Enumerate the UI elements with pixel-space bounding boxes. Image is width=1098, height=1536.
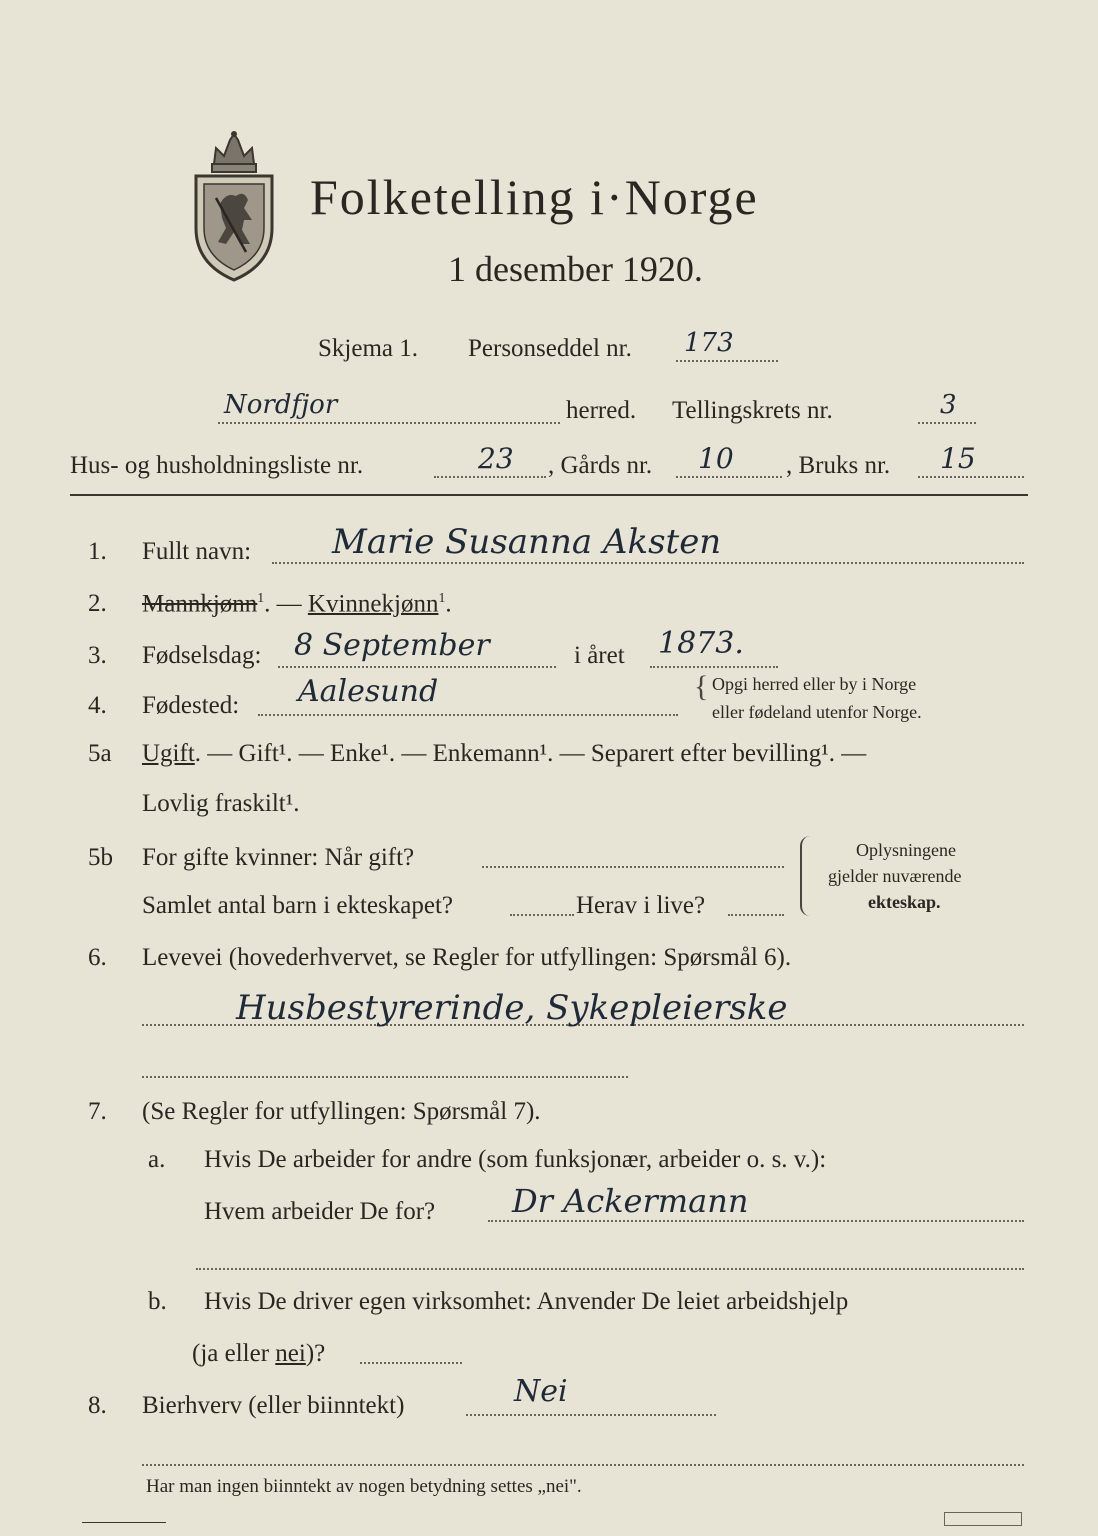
q8-value: Nei [514,1374,568,1409]
gards-line [676,476,782,478]
q7a-line2: Hvem arbeider De for? [204,1198,436,1225]
q8-number: 8. [88,1392,107,1419]
q4-brace: { [694,670,709,703]
q5b-gift-line [482,866,784,868]
q1-line [272,562,1024,564]
q2-kvinne-sup: 1 [438,590,446,605]
q7b-letter: b. [148,1288,167,1315]
q1-value: Marie Susanna Aksten [332,522,722,562]
herred-label: herred. [566,397,637,424]
personseddel-label: Personseddel nr. [468,335,632,362]
q2-mann-sup: 1 [257,590,265,605]
hus-label: Hus- og husholdningsliste nr. [70,452,364,479]
q2-mann: Mannkjønn [142,590,258,618]
q5b-note1: Oplysningene [856,840,956,860]
q5a-line2: Lovlig fraskilt¹. [142,790,300,817]
personseddel-value: 173 [684,328,734,358]
q7a-line-extra [196,1268,1024,1270]
q4-note-line1: Opgi herred eller by i Norge [712,674,917,694]
gards-value: 10 [698,442,734,475]
q5a-ugift: Ugift [142,740,195,767]
tellingskrets-label: Tellingskrets nr. [672,397,833,424]
q5a-number: 5a [88,740,112,767]
q5b-line2b: Herav i live? [576,892,706,919]
q8-label: Bierhverv (eller biinntekt) [142,1392,405,1419]
footer-note: Har man ingen biinntekt av nogen betydning settes „nei". [146,1476,582,1497]
q5a-rest: . — Gift¹. — Enke¹. — Enkemann¹. — Separert efter bevilling¹. — [194,740,867,767]
q5b-number: 5b [88,844,113,871]
census-date: 1 desember 1920. [448,249,703,289]
form-title: Folketelling i·Norge [310,169,759,225]
q4-label: Fødested: [142,692,240,719]
q7b-line1: Hvis De driver egen virksomhet: Anvender De leiet arbeidshjelp [204,1288,849,1315]
q5b-brace [800,836,816,916]
q2-number: 2. [88,590,107,617]
q5b-line1: For gifte kvinner: Når gift? [142,844,415,871]
q7b-line2a: (ja eller [192,1340,276,1367]
q2-kvinne: Kvinnekjønn [307,590,439,618]
q6-number: 6. [88,944,107,971]
q4-note-line2: eller fødeland utenfor Norge. [712,702,922,722]
q5b-line2a: Samlet antal barn i ekteskapet? [142,892,453,919]
bruks-value: 15 [940,442,976,475]
q5b-barn-line [510,914,574,916]
q5b-live-line [728,914,784,916]
schema-label: Skjema 1. [318,335,418,362]
q3-year-label: i året [574,642,625,669]
personseddel-line [676,360,778,362]
bruks-line [918,476,1024,478]
q7a-value: Dr Ackermann [512,1182,749,1220]
q7b-line [360,1362,462,1364]
q3-line [278,666,556,668]
q7b-line2b: )? [305,1340,326,1367]
q7b-nei: nei [275,1340,306,1367]
q7a-line1: Hvis De arbeider for andre (som funksjonær, arbeider o. s. v.): [204,1146,827,1173]
q8-line-extra [142,1464,1024,1466]
q3-year-value: 1873. [658,626,744,661]
herred-value: Nordfjor [224,390,338,420]
q7a-line [488,1220,1024,1222]
q6-value: Husbestyrerinde, Sykepleierske [236,988,788,1028]
q6-label: Levevei (hovederhvervet, se Regler for utfyllingen: Spørsmål 6). [142,944,792,971]
hus-value: 23 [478,442,514,475]
q3-value: 8 September [294,628,490,663]
q3-label: Fødselsdag: [142,642,262,669]
q8-line [466,1414,716,1416]
q7-number: 7. [88,1098,107,1125]
q5a-options [142,740,866,768]
coat-of-arms-icon [186,128,282,284]
tellingskrets-line [918,422,976,424]
hus-line [434,476,546,478]
q1-label: Fullt navn: [142,538,252,565]
q3-number: 3. [88,642,107,669]
q2-sep: — [276,590,302,618]
q4-value: Aalesund [298,674,439,709]
q5b-note3: ekteskap. [868,892,941,912]
q4-number: 4. [88,692,107,719]
q1-number: 1. [88,538,107,565]
q7a-letter: a. [148,1146,166,1173]
q4-line [258,714,678,716]
header-divider [70,494,1028,496]
herred-line [218,422,560,424]
gards-label: , Gårds nr. [548,452,653,479]
q7b-line2 [192,1340,325,1368]
q3-year-line [650,666,778,668]
q7-label: (Se Regler for utfyllingen: Spørsmål 7). [142,1098,541,1125]
q2-sex-options: Mannkjønn$^1$. — Kvinnekjønn$^1$. [142,590,452,618]
q6-line2 [142,1076,628,1078]
footnote-rule [82,1522,166,1523]
tellingskrets-value: 3 [940,390,957,420]
q5b-note2: gjelder nuværende [828,866,962,886]
printer-mark [944,1512,1022,1526]
bruks-label: , Bruks nr. [786,452,891,479]
